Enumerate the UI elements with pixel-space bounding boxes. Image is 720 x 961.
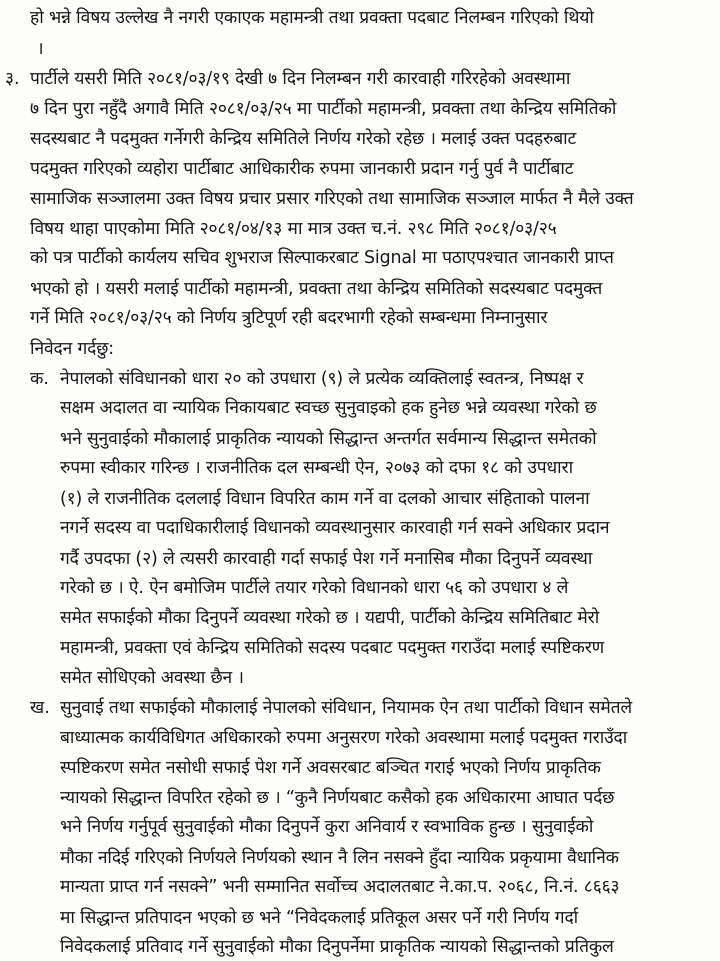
text-line: समेत सोधिएको अवस्था छैन । [60, 668, 244, 689]
text-line: मौका नदिई गरिएको निर्णयले निर्णयको स्थान नै लिन नसक्ने हुँदा न्यायिक प्रकृयामा वैधानिक [60, 847, 619, 868]
text-line: सुनुवाई तथा सफाईको मौकालाई नेपालको संविधान, नियामक ऐन तथा पार्टीको विधान समेतले [60, 697, 633, 718]
text-line: सक्षम अदालत वा न्यायिक निकायबाट स्वच्छ सुनुवाइको हक हुनेछ भन्ने व्यवस्था गरेको छ [60, 398, 597, 419]
text-line: न्यायको सिद्धान्त विपरित रहेको छ । “कुनै निर्णयबाट कसैको हक अधिकारमा आघात पर्दछ [60, 787, 615, 808]
text-line: ७ दिन पुरा नहुँदै अगावै मिति २०८१/०३/२५ मा पार्टीको महामन्त्री, प्रवक्ता तथा केन्द्रिय समितिको [30, 99, 617, 120]
text-line: । [37, 39, 44, 60]
text-line: बाध्यात्मक कार्यविधिगत अधिकारको रुपमा अनुसरण गरेको अवस्थामा मलाई पदमुक्त गराउँदा [60, 728, 628, 748]
text-line: स्पष्टिकरण समेत नसोधी सफाई पेश गर्ने अवसरबाट बञ्चित गराई भएको निर्णय प्राकृतिक [60, 757, 601, 778]
list-marker: ख. [30, 697, 50, 718]
text-line: गर्दै उपदफा (२) ले त्यसरी कारवाही गर्दा सफाई पेश गर्ने मनासिब मौका दिनुपर्ने व्यवस्था [60, 548, 593, 569]
text-line: मान्यता प्राप्त गर्न नसक्ने” भनी सम्मानित सर्वोच्च अदालतबाट ने.का.प. २०६८, नि.नं. ८६६३ [60, 877, 620, 898]
text-line: भएको हो । यसरी मलाई पार्टीको महामन्त्री, प्रवक्ता तथा केन्द्रिय समितिको सदस्यबाट पदमुक्त [30, 278, 603, 299]
text-line: महामन्त्री, प्रवक्ता एवं केन्द्रिय समितिको सदस्य पदबाट पदमुक्त गराउँदा मलाई स्पष्टिकरण [60, 637, 605, 658]
text-line: समेत सफाईको मौका दिनुपर्ने व्यवस्था गरेको छ । यद्यपी, पार्टीको केन्द्रिय समितिबाट मेरो [60, 608, 600, 629]
text-line: नेपालको संविधानको धारा २० को उपधारा (९) ले प्रत्येक व्यक्तिलाई स्वतन्त्र, निष्पक्ष र [60, 369, 584, 389]
text-line: पार्टीले यसरी मिति २०८१/०३/१९ देखी ७ दिन निलम्बन गरी कारवाही गरिरहेको अवस्थामा [30, 68, 571, 89]
text-line: नगर्ने सदस्य वा पदाधिकारीलाई विधानको व्यवस्थानुसार कारवाही गर्न सक्ने अधिकार प्रदान [60, 518, 610, 539]
text-line: निवेदन गर्दछु: [30, 338, 114, 359]
text-line: निवेदकलाई प्रतिवाद गर्ने सुनुवाईको मौका दिनुपर्नेमा प्राकृतिक न्यायको सिद्धान्तको प्रतिकुल [60, 937, 614, 957]
text-line: मा सिद्धान्त प्रतिपादन भएको छ भने “निवेदकलाई प्रतिकूल असर पर्ने गरी निर्णय गर्दा [60, 907, 579, 928]
text-line: रुपमा स्वीकार गरिन्छ । राजनीतिक दल सम्बन्धी ऐन, २०७३ को दफा १८ को उपधारा [60, 458, 573, 479]
text-line: हो भन्ने विषय उल्लेख नै नगरी एकाएक महामन्त्री तथा प्रवक्ता पदबाट निलम्बन गरिएको थियो [30, 8, 594, 28]
text-line: विषय थाहा पाएकोमा मिति २०८१/०४/१३ मा मात्र उक्त च.नं. २९८ मिति २०८१/०३/२५ [30, 218, 557, 239]
text-line: भने निर्णय गर्नुपूर्व सुनुवाईको मौका दिनुपर्ने कुरा अनिवार्य र स्वभाविक हुन्छ । सुनुवाईको [60, 817, 594, 838]
text-line: भने सुनुवाईको मौकालाई प्राकृतिक न्यायको सिद्धान्त अन्तर्गत सर्वमान्य सिद्धान्त समेतको [60, 428, 597, 449]
text-line: गर्ने मिति २०८१/०३/२५ को निर्णय त्रुटिपूर्ण रही बदरभागी रहेको सम्बन्धमा निम्नानुसार [30, 308, 548, 329]
text-line: पदमुक्त गरिएको व्यहोरा पार्टीबाट आधिकारीक रुपमा जानकारी प्रदान गर्नु पुर्व नै पार्टीबाट [30, 159, 574, 179]
text-line: (१) ले राजनीतिक दललाई विधान विपरित काम गर्ने वा दलको आचार संहिताको पालना [60, 488, 590, 509]
text-line: सामाजिक सञ्जालमा उक्त विषय प्रचार प्रसार गरिएको तथा सामाजिक सञ्जाल मार्फत नै मैले उक्त [30, 188, 634, 209]
text-line: सदस्यबाट नै पदमुक्त गर्नेगरी केन्द्रिय समितिले निर्णय गरेको रहेछ । मलाई उक्त पदहरुबाट [30, 128, 577, 149]
text-line: को पत्र पार्टीको कार्यलय सचिव शुभराज सिल्पाकरबाट Signal मा पठाएपश्चात जानकारी प्राप्त [30, 248, 614, 269]
list-marker: क. [30, 369, 49, 389]
list-marker: ३. [5, 68, 20, 89]
text-line: गरेको छ । ऐ. ऐन बमोजिम पार्टीले तयार गरेको विधानको धारा ५६ को उपधारा ४ ले [60, 577, 569, 598]
